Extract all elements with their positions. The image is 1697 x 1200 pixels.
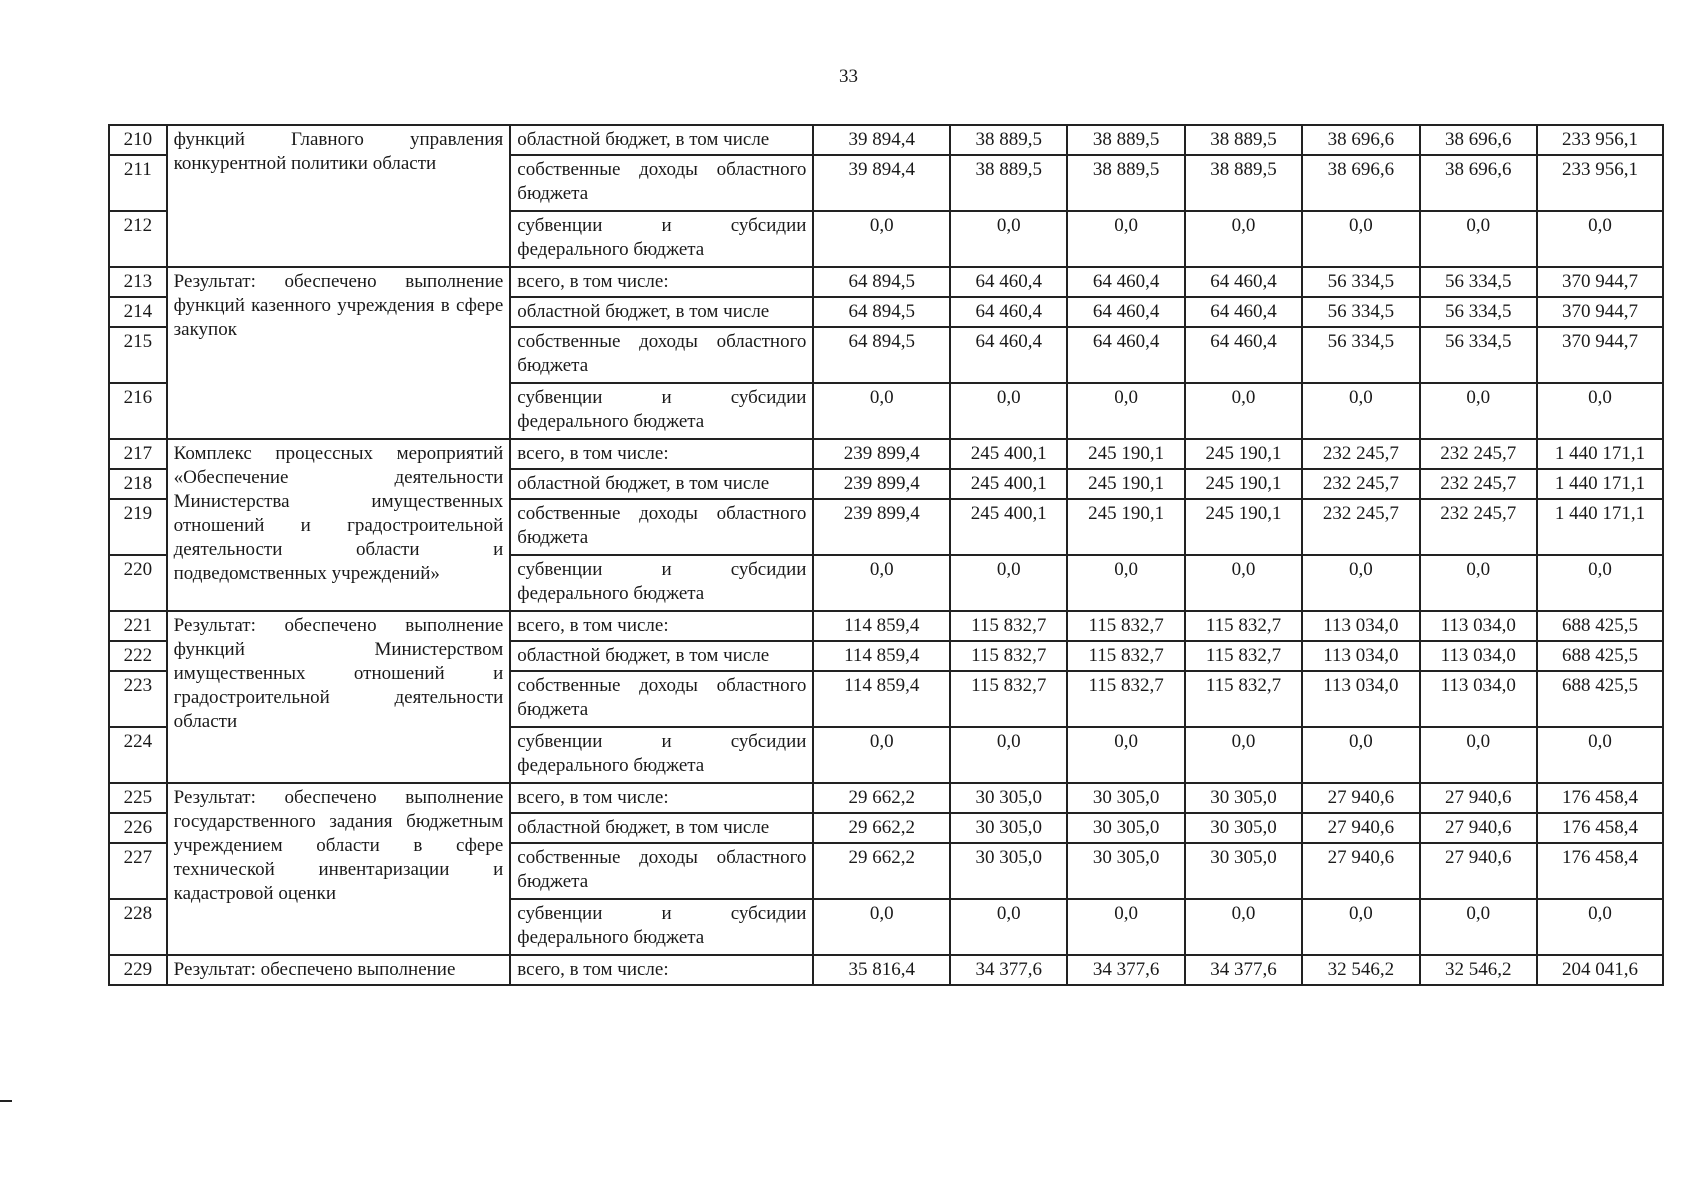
row-number: 215 bbox=[109, 327, 167, 383]
funding-source: всего, в том числе: bbox=[510, 783, 813, 813]
year-value-cell: 0,0 bbox=[1067, 383, 1184, 439]
year-value-cell: 0,0 bbox=[1067, 211, 1184, 267]
year-value-cell: 56 334,5 bbox=[1302, 267, 1419, 297]
year-value-cell: 35 816,4 bbox=[813, 955, 950, 985]
year-value-cell: 38 889,5 bbox=[1185, 155, 1302, 211]
total-value-cell: 1 440 171,1 bbox=[1537, 499, 1663, 555]
funding-source: субвенции и субсидии федерального бюджета bbox=[510, 899, 813, 955]
year-value-cell: 239 899,4 bbox=[813, 439, 950, 469]
year-value-cell: 64 460,4 bbox=[950, 297, 1067, 327]
total-value-cell: 370 944,7 bbox=[1537, 267, 1663, 297]
year-value-cell: 114 859,4 bbox=[813, 611, 950, 641]
row-number: 219 bbox=[109, 499, 167, 555]
year-value-cell: 64 460,4 bbox=[1185, 297, 1302, 327]
funding-source: собственные доходы областного бюджета bbox=[510, 499, 813, 555]
year-value-cell: 0,0 bbox=[1185, 211, 1302, 267]
year-value-cell: 64 894,5 bbox=[813, 267, 950, 297]
year-value-cell: 232 245,7 bbox=[1420, 439, 1537, 469]
total-value-cell: 204 041,6 bbox=[1537, 955, 1663, 985]
funding-source: всего, в том числе: bbox=[510, 955, 813, 985]
total-value-cell: 176 458,4 bbox=[1537, 783, 1663, 813]
activity-description: Результат: обеспечено выполнение функций Министерством имущественных отношений и градостроительной деятельности области bbox=[167, 611, 511, 783]
total-value-cell: 0,0 bbox=[1537, 211, 1663, 267]
year-value-cell: 0,0 bbox=[1302, 383, 1419, 439]
year-value-cell: 56 334,5 bbox=[1420, 297, 1537, 327]
year-value-cell: 239 899,4 bbox=[813, 499, 950, 555]
year-value-cell: 30 305,0 bbox=[1185, 783, 1302, 813]
year-value-cell: 39 894,4 bbox=[813, 125, 950, 155]
total-value-cell: 370 944,7 bbox=[1537, 327, 1663, 383]
year-value-cell: 0,0 bbox=[1420, 727, 1537, 783]
year-value-cell: 38 696,6 bbox=[1420, 125, 1537, 155]
page-number: 33 bbox=[839, 66, 858, 87]
year-value-cell: 113 034,0 bbox=[1302, 611, 1419, 641]
year-value-cell: 0,0 bbox=[950, 727, 1067, 783]
year-value-cell: 30 305,0 bbox=[1185, 813, 1302, 843]
year-value-cell: 27 940,6 bbox=[1302, 813, 1419, 843]
year-value-cell: 0,0 bbox=[1302, 555, 1419, 611]
year-value-cell: 34 377,6 bbox=[1185, 955, 1302, 985]
year-value-cell: 64 460,4 bbox=[1185, 267, 1302, 297]
year-value-cell: 115 832,7 bbox=[1067, 671, 1184, 727]
year-value-cell: 32 546,2 bbox=[1302, 955, 1419, 985]
year-value-cell: 64 460,4 bbox=[950, 267, 1067, 297]
year-value-cell: 232 245,7 bbox=[1302, 469, 1419, 499]
year-value-cell: 0,0 bbox=[1067, 555, 1184, 611]
year-value-cell: 32 546,2 bbox=[1420, 955, 1537, 985]
row-number: 227 bbox=[109, 843, 167, 899]
row-number: 214 bbox=[109, 297, 167, 327]
year-value-cell: 27 940,6 bbox=[1420, 843, 1537, 899]
year-value-cell: 115 832,7 bbox=[1067, 641, 1184, 671]
margin-mark bbox=[0, 1100, 12, 1102]
total-value-cell: 688 425,5 bbox=[1537, 611, 1663, 641]
year-value-cell: 245 190,1 bbox=[1185, 499, 1302, 555]
total-value-cell: 370 944,7 bbox=[1537, 297, 1663, 327]
table-row bbox=[109, 125, 1663, 155]
year-value-cell: 245 190,1 bbox=[1067, 499, 1184, 555]
total-value-cell: 688 425,5 bbox=[1537, 641, 1663, 671]
year-value-cell: 0,0 bbox=[950, 211, 1067, 267]
row-number: 222 bbox=[109, 641, 167, 671]
row-number: 210 bbox=[109, 125, 167, 155]
funding-source: всего, в том числе: bbox=[510, 611, 813, 641]
year-value-cell: 0,0 bbox=[950, 383, 1067, 439]
row-number: 212 bbox=[109, 211, 167, 267]
year-value-cell: 245 400,1 bbox=[950, 499, 1067, 555]
funding-source: субвенции и субсидии федерального бюджета bbox=[510, 211, 813, 267]
year-value-cell: 30 305,0 bbox=[950, 843, 1067, 899]
year-value-cell: 0,0 bbox=[1420, 383, 1537, 439]
total-value-cell: 0,0 bbox=[1537, 899, 1663, 955]
year-value-cell: 39 894,4 bbox=[813, 155, 950, 211]
year-value-cell: 115 832,7 bbox=[1185, 611, 1302, 641]
year-value-cell: 0,0 bbox=[1185, 727, 1302, 783]
year-value-cell: 38 889,5 bbox=[1067, 155, 1184, 211]
year-value-cell: 30 305,0 bbox=[1067, 783, 1184, 813]
row-number: 218 bbox=[109, 469, 167, 499]
year-value-cell: 113 034,0 bbox=[1302, 641, 1419, 671]
year-value-cell: 64 460,4 bbox=[950, 327, 1067, 383]
year-value-cell: 245 190,1 bbox=[1185, 439, 1302, 469]
year-value-cell: 115 832,7 bbox=[1185, 641, 1302, 671]
total-value-cell: 1 440 171,1 bbox=[1537, 469, 1663, 499]
row-number: 224 bbox=[109, 727, 167, 783]
year-value-cell: 0,0 bbox=[813, 555, 950, 611]
funding-source: областной бюджет, в том числе bbox=[510, 641, 813, 671]
total-value-cell: 0,0 bbox=[1537, 727, 1663, 783]
row-number: 228 bbox=[109, 899, 167, 955]
year-value-cell: 245 190,1 bbox=[1067, 439, 1184, 469]
funding-source: областной бюджет, в том числе bbox=[510, 469, 813, 499]
funding-source: собственные доходы областного бюджета bbox=[510, 671, 813, 727]
year-value-cell: 232 245,7 bbox=[1302, 499, 1419, 555]
year-value-cell: 0,0 bbox=[813, 211, 950, 267]
year-value-cell: 64 460,4 bbox=[1185, 327, 1302, 383]
year-value-cell: 56 334,5 bbox=[1420, 267, 1537, 297]
year-value-cell: 34 377,6 bbox=[950, 955, 1067, 985]
year-value-cell: 0,0 bbox=[950, 555, 1067, 611]
year-value-cell: 113 034,0 bbox=[1420, 641, 1537, 671]
year-value-cell: 56 334,5 bbox=[1302, 327, 1419, 383]
year-value-cell: 239 899,4 bbox=[813, 469, 950, 499]
row-number: 221 bbox=[109, 611, 167, 641]
year-value-cell: 38 696,6 bbox=[1302, 125, 1419, 155]
year-value-cell: 30 305,0 bbox=[950, 783, 1067, 813]
year-value-cell: 114 859,4 bbox=[813, 671, 950, 727]
year-value-cell: 64 894,5 bbox=[813, 297, 950, 327]
year-value-cell: 114 859,4 bbox=[813, 641, 950, 671]
total-value-cell: 688 425,5 bbox=[1537, 671, 1663, 727]
budget-table bbox=[108, 124, 1664, 986]
year-value-cell: 113 034,0 bbox=[1302, 671, 1419, 727]
year-value-cell: 0,0 bbox=[813, 383, 950, 439]
funding-source: областной бюджет, в том числе bbox=[510, 297, 813, 327]
year-value-cell: 0,0 bbox=[813, 899, 950, 955]
year-value-cell: 0,0 bbox=[1185, 555, 1302, 611]
funding-source: всего, в том числе: bbox=[510, 267, 813, 297]
year-value-cell: 115 832,7 bbox=[1185, 671, 1302, 727]
year-value-cell: 0,0 bbox=[1420, 899, 1537, 955]
year-value-cell: 245 190,1 bbox=[1185, 469, 1302, 499]
year-value-cell: 38 889,5 bbox=[1185, 125, 1302, 155]
year-value-cell: 115 832,7 bbox=[950, 641, 1067, 671]
year-value-cell: 113 034,0 bbox=[1420, 671, 1537, 727]
year-value-cell: 30 305,0 bbox=[1067, 843, 1184, 899]
total-value-cell: 0,0 bbox=[1537, 383, 1663, 439]
total-value-cell: 0,0 bbox=[1537, 555, 1663, 611]
year-value-cell: 38 696,6 bbox=[1420, 155, 1537, 211]
year-value-cell: 38 889,5 bbox=[950, 125, 1067, 155]
activity-description: функций Главного управления конкурентной политики области bbox=[167, 125, 511, 267]
year-value-cell: 64 894,5 bbox=[813, 327, 950, 383]
table-body bbox=[109, 125, 1663, 985]
row-number: 229 bbox=[109, 955, 167, 985]
year-value-cell: 0,0 bbox=[1302, 727, 1419, 783]
year-value-cell: 0,0 bbox=[1067, 899, 1184, 955]
year-value-cell: 232 245,7 bbox=[1420, 469, 1537, 499]
year-value-cell: 245 190,1 bbox=[1067, 469, 1184, 499]
row-number: 220 bbox=[109, 555, 167, 611]
total-value-cell: 176 458,4 bbox=[1537, 813, 1663, 843]
total-value-cell: 233 956,1 bbox=[1537, 125, 1663, 155]
table-row bbox=[109, 439, 1663, 469]
year-value-cell: 30 305,0 bbox=[950, 813, 1067, 843]
row-number: 216 bbox=[109, 383, 167, 439]
year-value-cell: 27 940,6 bbox=[1420, 813, 1537, 843]
table-row bbox=[109, 267, 1663, 297]
year-value-cell: 0,0 bbox=[1302, 899, 1419, 955]
funding-source: субвенции и субсидии федерального бюджета bbox=[510, 555, 813, 611]
funding-source: собственные доходы областного бюджета bbox=[510, 327, 813, 383]
total-value-cell: 1 440 171,1 bbox=[1537, 439, 1663, 469]
year-value-cell: 38 696,6 bbox=[1302, 155, 1419, 211]
year-value-cell: 245 400,1 bbox=[950, 439, 1067, 469]
year-value-cell: 0,0 bbox=[1067, 727, 1184, 783]
funding-source: собственные доходы областного бюджета bbox=[510, 155, 813, 211]
funding-source: всего, в том числе: bbox=[510, 439, 813, 469]
row-number: 211 bbox=[109, 155, 167, 211]
year-value-cell: 0,0 bbox=[1185, 899, 1302, 955]
table-row bbox=[109, 783, 1663, 813]
year-value-cell: 64 460,4 bbox=[1067, 267, 1184, 297]
year-value-cell: 0,0 bbox=[1420, 555, 1537, 611]
funding-source: областной бюджет, в том числе bbox=[510, 125, 813, 155]
row-number: 217 bbox=[109, 439, 167, 469]
year-value-cell: 113 034,0 bbox=[1420, 611, 1537, 641]
year-value-cell: 30 305,0 bbox=[1185, 843, 1302, 899]
year-value-cell: 38 889,5 bbox=[1067, 125, 1184, 155]
year-value-cell: 0,0 bbox=[1302, 211, 1419, 267]
year-value-cell: 115 832,7 bbox=[1067, 611, 1184, 641]
year-value-cell: 56 334,5 bbox=[1420, 327, 1537, 383]
funding-source: собственные доходы областного бюджета bbox=[510, 843, 813, 899]
activity-description: Результат: обеспечено выполнение bbox=[167, 955, 511, 985]
year-value-cell: 232 245,7 bbox=[1420, 499, 1537, 555]
year-value-cell: 64 460,4 bbox=[1067, 297, 1184, 327]
year-value-cell: 64 460,4 bbox=[1067, 327, 1184, 383]
year-value-cell: 56 334,5 bbox=[1302, 297, 1419, 327]
year-value-cell: 115 832,7 bbox=[950, 671, 1067, 727]
row-number: 225 bbox=[109, 783, 167, 813]
row-number: 213 bbox=[109, 267, 167, 297]
year-value-cell: 34 377,6 bbox=[1067, 955, 1184, 985]
funding-source: субвенции и субсидии федерального бюджета bbox=[510, 727, 813, 783]
activity-description: Результат: обеспечено выполнение функций казенного учреждения в сфере закупок bbox=[167, 267, 511, 439]
year-value-cell: 29 662,2 bbox=[813, 813, 950, 843]
year-value-cell: 27 940,6 bbox=[1420, 783, 1537, 813]
year-value-cell: 232 245,7 bbox=[1302, 439, 1419, 469]
row-number: 223 bbox=[109, 671, 167, 727]
row-number: 226 bbox=[109, 813, 167, 843]
year-value-cell: 115 832,7 bbox=[950, 611, 1067, 641]
funding-source: субвенции и субсидии федерального бюджета bbox=[510, 383, 813, 439]
activity-description: Результат: обеспечено выполнение государственного задания бюджетным учреждением области в сфере технической инвентаризации и кадастровой оценки bbox=[167, 783, 511, 955]
year-value-cell: 38 889,5 bbox=[950, 155, 1067, 211]
year-value-cell: 29 662,2 bbox=[813, 783, 950, 813]
activity-description: Комплекс процессных мероприятий «Обеспечение деятельности Министерства имущественных отношений и градостроительной деятельности области и подведомственных учреждений» bbox=[167, 439, 511, 611]
year-value-cell: 245 400,1 bbox=[950, 469, 1067, 499]
year-value-cell: 0,0 bbox=[1420, 211, 1537, 267]
year-value-cell: 27 940,6 bbox=[1302, 783, 1419, 813]
table-row bbox=[109, 611, 1663, 641]
total-value-cell: 233 956,1 bbox=[1537, 155, 1663, 211]
table-row bbox=[109, 955, 1663, 985]
year-value-cell: 0,0 bbox=[1185, 383, 1302, 439]
funding-source: областной бюджет, в том числе bbox=[510, 813, 813, 843]
year-value-cell: 0,0 bbox=[950, 899, 1067, 955]
year-value-cell: 29 662,2 bbox=[813, 843, 950, 899]
total-value-cell: 176 458,4 bbox=[1537, 843, 1663, 899]
year-value-cell: 30 305,0 bbox=[1067, 813, 1184, 843]
year-value-cell: 0,0 bbox=[813, 727, 950, 783]
year-value-cell: 27 940,6 bbox=[1302, 843, 1419, 899]
